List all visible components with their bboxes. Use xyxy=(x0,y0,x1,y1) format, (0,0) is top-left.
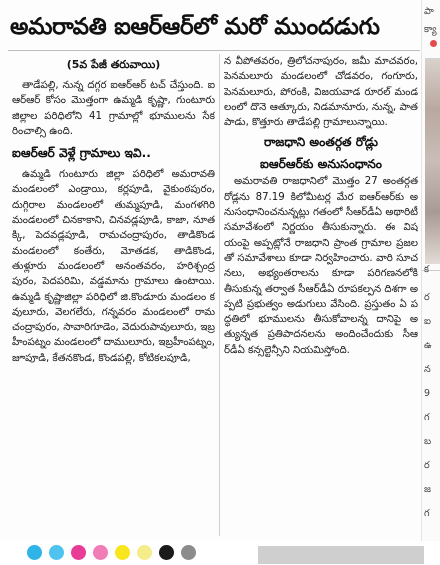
edge-text-line: గ xyxy=(424,508,430,519)
registration-swatch xyxy=(137,545,152,560)
paragraph-intro: తాడేపల్లి, నున్న దగ్గర ఐఆర్‌ఆర్ టచ్ చేస్తుంది. ఐఆర్‌ఆర్ కోసం మొత్తంగా ఉమ్మడి కృష్ణా, గుంటూరు జిల్లాల పరిధిలోని 41 గ్రామాల్లో భూములను సేకరించాల్సి ఉంది. xyxy=(12,80,215,137)
continuation-note: (5వ పేజీ తరువాయి) xyxy=(66,58,161,71)
edge-text-line: న xyxy=(424,364,431,375)
subheading-internal-roads-line1: రాజధాని అంతర్గత రోడ్లు xyxy=(263,135,379,150)
edge-text-line: ఐ xyxy=(424,316,431,327)
edge-text-line: 9 xyxy=(424,388,431,399)
paragraph-villages-continued: న వీపోతవరం, త్రిలోచనాపురం, జమీ మాచవరం, పెనమలూరు మండలంలో చోడవరం, గంగూరు, పెనమలూరు, పోరంకి, విజయవాడ రూరల్ మండలంలో దొనె ఆత్కూరు, నిడమానూరు, నున్న, పాతపాడు, కొత్తూరు తాడేపల్లి గ్రామాలున్నాయి. xyxy=(224,56,418,129)
registration-swatch xyxy=(27,545,42,560)
column-divider xyxy=(219,54,220,536)
edge-text-line: గ xyxy=(424,412,430,423)
article-column-left xyxy=(12,54,215,536)
edge-text-line: ర xyxy=(424,292,430,303)
edge-text-line: బ xyxy=(424,436,432,447)
edge-text-line: క్యా xyxy=(424,24,437,35)
edge-text-line: పా xyxy=(424,6,434,17)
registration-swatch xyxy=(159,545,174,560)
edge-text-line: క xyxy=(424,264,429,275)
paragraph-internal-roads: అమరావతి రాజధానిలో మొత్తం 27 అంతర్గత రోడ్లను 87.19 కిలోమీటర్ల మేర ఐఆర్‌ఆర్‌కు అనుసంధానించనున్నట్లు గతంలో సీఆర్‌డీఏ అథారిటీ సమావేశంలో నిర్ణయం తీసుకున్నారు. ఈ విషయంపై అప్పట్లోనే రాజధాని ప్రాంత గ్రామాల ప్రజలతో సమావేశాలు కూడా నిర్వహించారు. వారి సూచనలు, అభ్యంతరాలను కూడా పరిగణనలోకి తీసుకున్న తర్వాత సీఆర్‌డీఏ రూపకల్పన దిశగా అప్పటి ప్రభుత్వం అడుగులు వేసింది. ప్రస్తుతం ఏ పద్ధతిలో భూములను తీసుకోవాలన్న దానిపై అత్యున్నత ప్రతిపాదనలను అందించేందుకు సీఆర్‌డీఏ కన్సల్టెన్సీని నియమిస్తోంది. xyxy=(224,176,418,356)
headline-rule xyxy=(8,50,420,51)
registration-swatch xyxy=(49,545,64,560)
gray-registration-bar xyxy=(258,546,424,564)
registration-swatch xyxy=(93,545,108,560)
subheading-villages: ఐఆర్‌ఆర్ వెళ్లే గ్రామాలు ఇవి.. xyxy=(12,146,151,161)
article-headline: అమరావతి ఐఆర్‌ఆర్‌లో మరో ముందడుగు xyxy=(10,14,380,40)
edge-photo xyxy=(425,58,440,264)
adjacent-article-edge xyxy=(421,0,440,565)
edge-photo-accent xyxy=(430,40,437,47)
edge-text-line: ఉ xyxy=(424,340,432,351)
article-column-right xyxy=(224,54,418,536)
edge-text-line: ర xyxy=(424,460,430,471)
registration-swatch xyxy=(115,545,130,560)
subheading-internal-roads-line2: ఐఆర్‌ఆర్‌కు అనుసంధానం xyxy=(260,157,382,172)
paragraph-villages: ఉమ్మడి గుంటూరు జిల్లా పరిధిలో అమరావతి మండలంలో ఎండ్రాయి, కర్లపూడి, వైకుంఠపురం, దుగ్గిరాల మండలంలో తుమ్మపూడి, మంగళగిరి మండలంలో చినకాకాని, చినవడ్లపూడి, కాజా, నూతక్కి, పెదవడ్లపూడి, రామచంద్రాపురం, తాడికొండ మండలంలో కంతేరు, మోతడక, తాడికొండ, తుళ్లూరు మండలంలో అనంతవరం, హరిశ్చంద్రపురం, పెదపరిమి, వడ్డమాను గ్రామాలు ఉంటాయి. ఉమ్మడి కృష్ణాజిల్లా పరిధిలో జి.కొండూరు మండలం కవులూరు, వెలగలేరు, గన్నవరం మండలంలో రామచంద్రాపురం, సావారిగూడెం, వెదురుపావులూరు, ఇబ్రహీంపట్నం మండలంలో దాములూరు, ఇబ్రహీంపట్నం, జూపూడి, కేతనకొండ, కొండపల్లి, కోటికలపూడి, xyxy=(12,169,215,364)
registration-swatch xyxy=(71,545,86,560)
edge-text-line: జ xyxy=(424,484,431,495)
registration-swatch xyxy=(181,545,196,560)
